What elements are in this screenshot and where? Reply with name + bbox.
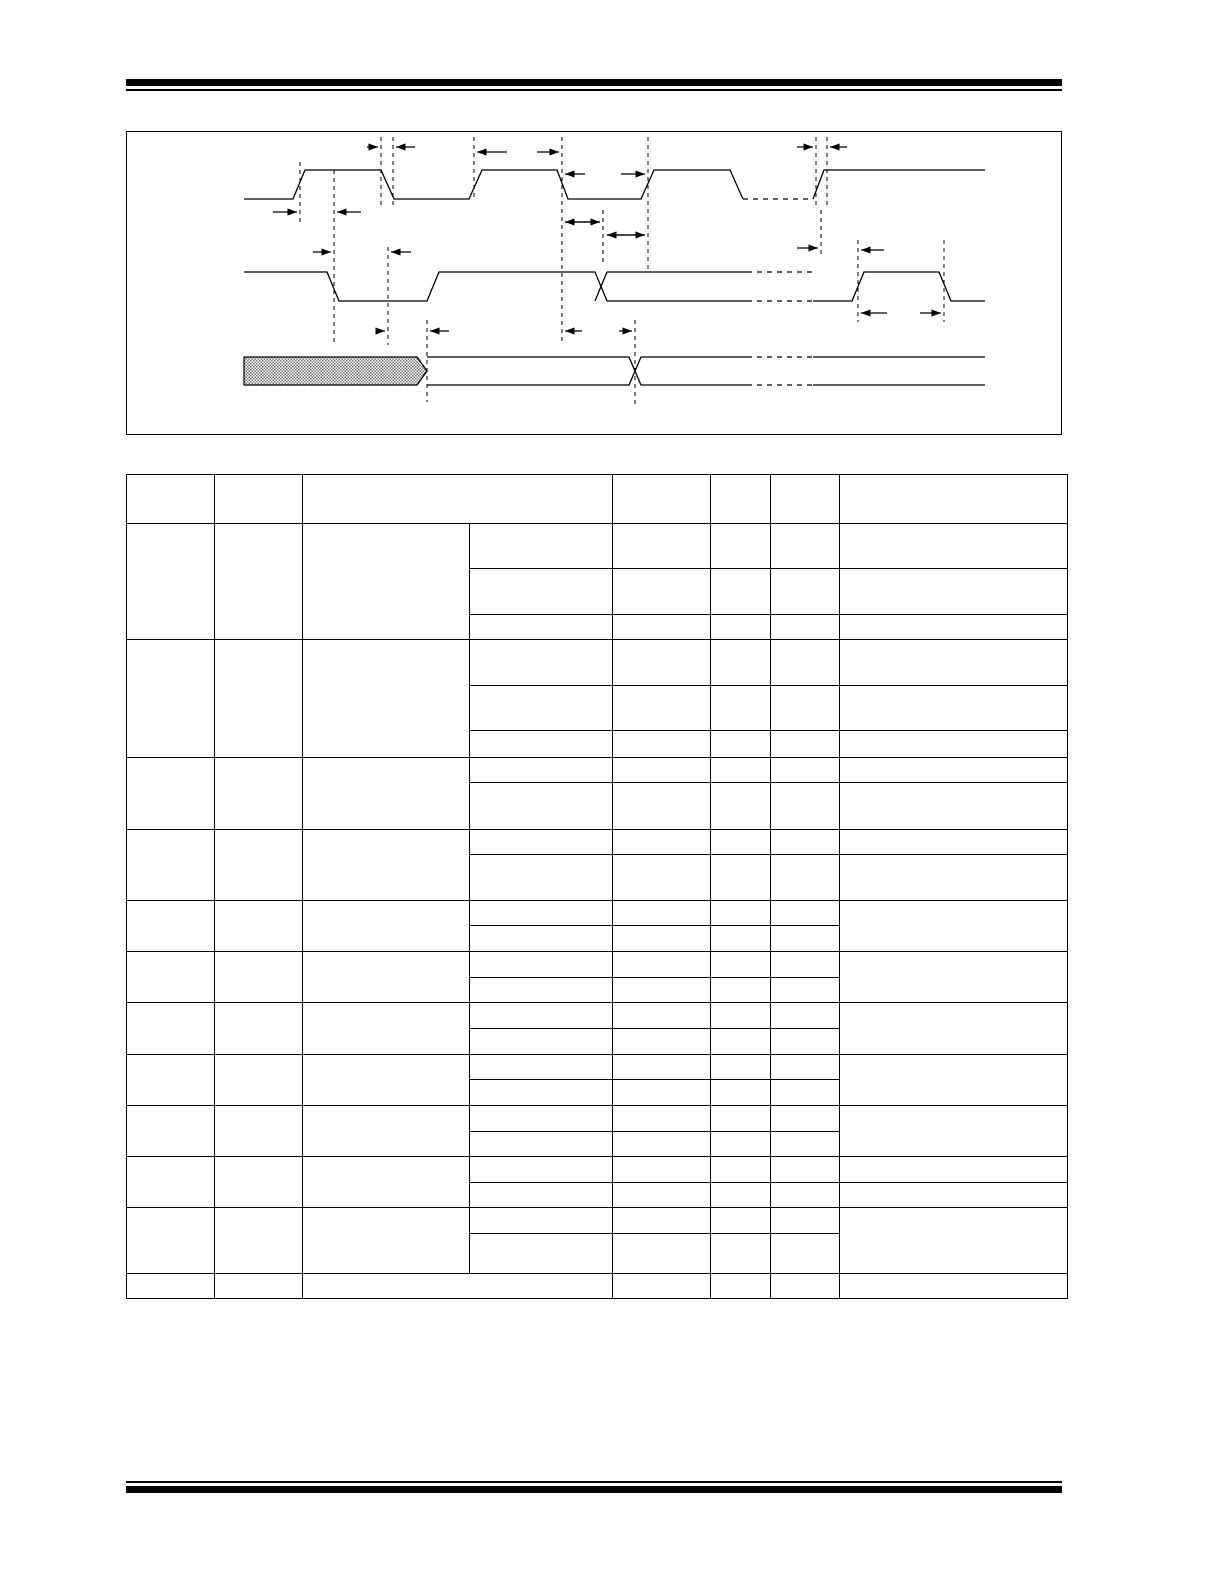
table-row	[127, 524, 1068, 569]
signal-1-waveform	[244, 170, 743, 199]
table-row	[127, 1106, 1068, 1132]
signal-2-low-line	[244, 272, 747, 301]
signal-3-lower	[427, 357, 747, 385]
table-row	[127, 1274, 1068, 1299]
header-cell	[711, 475, 771, 524]
header-rule-thick	[126, 79, 1062, 86]
spec-table	[126, 474, 1068, 1299]
table-row	[127, 758, 1068, 783]
table-row	[127, 1055, 1068, 1080]
table-row	[127, 1003, 1068, 1029]
header-cell	[303, 475, 613, 524]
header-rule-thin	[126, 89, 1062, 91]
footer-rule-thin	[126, 1481, 1062, 1483]
signal-2-end	[813, 272, 985, 301]
header-cell	[215, 475, 303, 524]
signal-3-upper	[427, 357, 747, 385]
header-cell	[840, 475, 1068, 524]
signal-3-undefined-region	[244, 357, 427, 385]
table-row	[127, 901, 1068, 926]
table-row	[127, 640, 1068, 686]
footer-rule-thick	[126, 1486, 1062, 1493]
table-row	[127, 952, 1068, 978]
table-row	[127, 1208, 1068, 1234]
signal-1-rise	[813, 170, 985, 199]
header-cell	[127, 475, 215, 524]
header-cell	[771, 475, 840, 524]
table-row	[127, 1157, 1068, 1183]
timing-diagram-frame	[126, 131, 1062, 435]
table-row	[127, 830, 1068, 855]
timing-diagram	[127, 132, 1063, 436]
header-cell	[613, 475, 711, 524]
table-header-row	[127, 475, 1068, 524]
